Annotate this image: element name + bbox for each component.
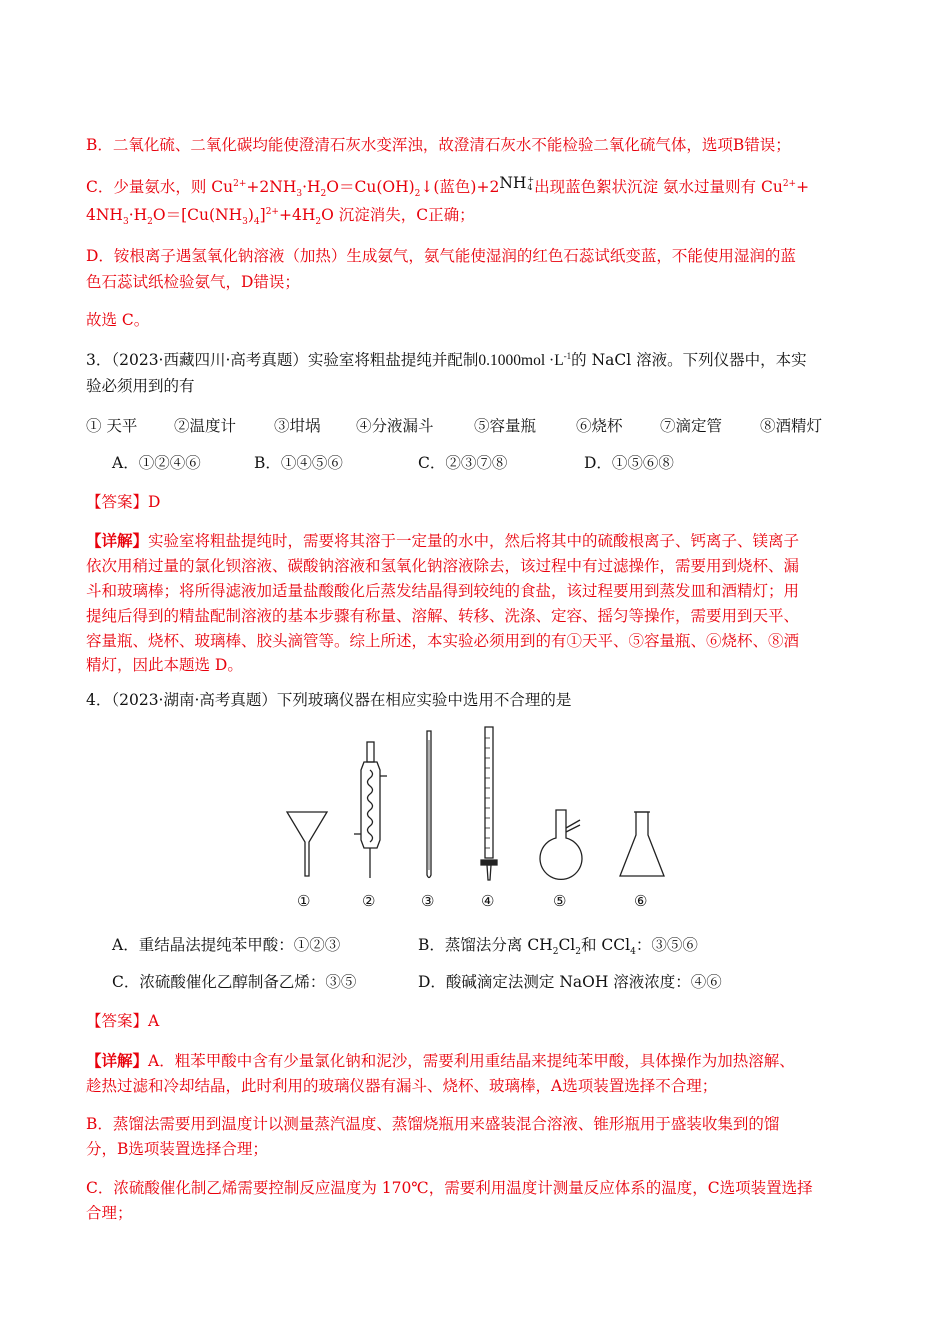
figure-label-4: ④ [481,892,495,910]
q4-explain-c-line1: C．浓硫酸催化制乙烯需要控制反应温度为 170℃，需要利用温度计测量反应体系的温度，C选项装置选择 [86,1179,813,1197]
q3-option-b: B．①④⑤⑥ [254,454,343,472]
figure-label-1: ① [297,892,311,910]
thermometer-icon [427,731,431,878]
q3-instrument-4: ④分液漏斗 [356,417,434,435]
q4-explain-b-line2: 分，B选项装置选择合理； [86,1140,268,1158]
q3-option-d: D．①⑤⑥⑧ [584,454,674,472]
figure-label-5: ⑤ [553,892,567,910]
q3-explain-line2: 依次用稍过量的氯化钡溶液、碳酸钠溶液和氢氧化钠溶液除去，该过程中有过滤操作，需要用到烧杯、漏 [86,557,800,575]
q3-instrument-5: ⑤容量瓶 [474,417,537,435]
q3-stem-line2: 验必须用到的有 [86,377,195,395]
q3-option-a: A．①②④⑥ [112,454,201,472]
figure-label-3: ③ [421,892,435,910]
condenser-icon [354,742,387,878]
q4-option-c: C．浓硫酸催化乙醇制备乙烯：③⑤ [112,973,357,991]
q3-explain-line3: 斗和玻璃棒；将所得滤液加适量盐酸酸化后蒸发结晶得到较纯的食盐，该过程要用到蒸发皿和酒精灯；用 [86,582,800,600]
figure-label-2: ② [362,892,376,910]
ammonium-formula: NH+ 4 [499,174,535,192]
q2-conclusion: 故选 C。 [86,311,150,329]
q4-explain-c-line2: 合理； [86,1204,133,1222]
q3-option-c: C．②③⑦⑧ [418,454,508,472]
distilling-flask-icon [540,810,582,879]
q2-explain-c-line1: C．少量氨水，则 $Cu^{2+}+2NH_3\cdot H_2O=Cu(OH)_2↓$(蓝色)+2NH+ 4 出现蓝色絮状沉淀 氨水过量则有 $Cu^{2+}+$ [86,174,810,200]
q3-explain-line4: 提纯后得到的精盐配制溶液的基本步骤有称量、溶解、转移、洗涤、定容、摇匀等操作，需要用到天平、 [86,607,800,625]
q3-instrument-1: ① 天平 [86,417,138,435]
q4-option-b: B．蒸馏法分离 $CH_2Cl_2$和 CCl$_4$：③⑤⑥ [418,936,698,958]
q4-option-a: A．重结晶法提纯苯甲酸：①②③ [112,936,341,954]
q2-explain-b: B．二氧化硫、二氧化碳均能使澄清石灰水变浑浊，故澄清石灰水不能检验二氧化硫气体，选项B错误； [86,136,791,154]
q3-instrument-7: ⑦滴定管 [660,417,723,435]
q4-answer: 【答案】A [86,1012,160,1030]
q3-instrument-2: ②温度计 [174,417,237,435]
figure-label-6: ⑥ [634,892,648,910]
q3-answer: 【答案】D [86,493,161,511]
q4-explain-a-line1: 【详解】A．粗苯甲酸中含有少量氯化钠和泥沙，需要利用重结晶来提纯苯甲酸，具体操作为加热溶解、 [86,1051,795,1070]
q3-explain-line1: 【详解】实验室将粗盐提纯时，需要将其溶于一定量的水中，然后将其中的硫酸根离子、钙离子、镁离子 [86,531,800,550]
q3-explain-line6: 精灯，因此本题选 D。 [86,656,243,674]
q3-explain-line5: 容量瓶、烧杯、玻璃棒、胶头滴管等。综上所述，本实验必须用到的有①天平、⑤容量瓶、⑥烧杯、⑧酒 [86,632,800,650]
q2-explain-c-line2: $4NH_3\cdot H_2O=[Cu(NH_3)_4]^{2+}+4H_2O$ 沉淀消失，C正确； [86,206,475,228]
q3-instrument-8: ⑧酒精灯 [760,417,823,435]
q2-explain-d-line2: 色石蕊试纸检验氨气，D错误； [86,273,300,291]
funnel-icon [287,812,327,876]
q4-explain-b-line1: B．蒸馏法需要用到温度计以测量蒸汽温度、蒸馏烧瓶用来盛装混合溶液、锥形瓶用于盛装收集到的馏 [86,1115,780,1133]
q4-explain-a-line2: 趁热过滤和冷却结晶，此时利用的玻璃仪器有漏斗、烧杯、玻璃棒，A选项装置选择不合理； [86,1077,718,1095]
burette-icon [481,727,497,880]
q4-stem: 4．（2023·湖南·高考真题）下列玻璃仪器在相应实验中选用不合理的是 [86,691,572,709]
q3-instrument-3: ③坩埚 [274,417,321,435]
q3-instrument-6: ⑥烧杯 [576,417,623,435]
q4-option-d: D．酸碱滴定法测定 NaOH 溶液浓度：④⑥ [418,973,722,991]
conical-flask-icon [620,812,664,876]
q2-explain-d-line1: D．铵根离子遇氢氧化钠溶液（加热）生成氨气，氨气能使湿润的红色石蕊试纸变蓝，不能使用湿润的蓝 [86,247,796,265]
q3-stem-line1: 3．（2023·西藏四川·高考真题）实验室将粗盐提纯并配制$0.1000mol \cdot L^{-1}$的 NaCl 溶液。下列仪器中，本实 [86,350,807,369]
